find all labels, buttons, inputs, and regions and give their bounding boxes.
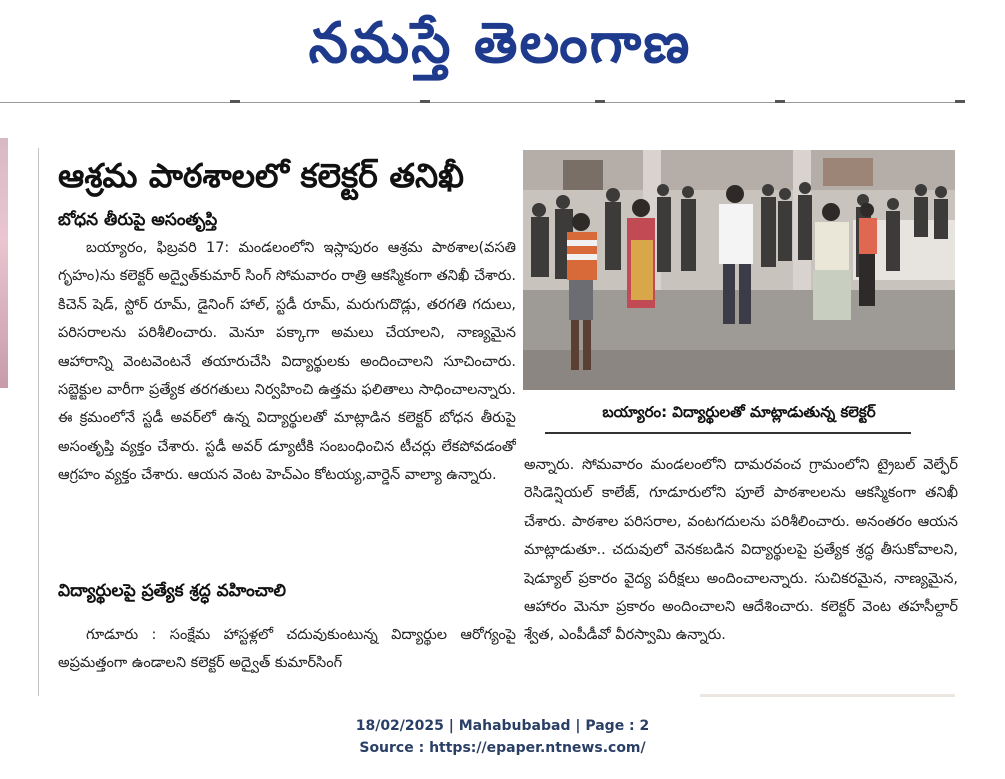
masthead <box>0 0 1005 88</box>
adjacent-article-text-fragment <box>0 530 12 690</box>
column-divider <box>38 148 39 696</box>
footer-date-edition-page: 18/02/2025 | Mahabubabad | Page : 2 <box>355 718 650 734</box>
caption-underline <box>545 432 911 434</box>
photo-illustration <box>523 150 955 390</box>
article-headline: ఆశ్రమ పాఠశాలలో కలెక్టర్ తనిఖీ <box>58 156 465 195</box>
top-ticks <box>230 100 970 104</box>
article-photo <box>523 150 955 390</box>
photo-caption: బయ్యారం: విద్యార్థులతో మాట్లాడుతున్న కలెక్టర్ <box>602 403 876 421</box>
adjacent-article-photo-fragment <box>0 138 8 388</box>
adjacent-article-text-fragment-right <box>996 110 1005 700</box>
article-subhead: బోధన తీరుపై అసంతృప్తి <box>58 210 218 230</box>
page-footer <box>0 715 1005 765</box>
article-paragraph-continued: అన్నారు. సోమవారం మండలంలోని దామరవంచ గ్రామంలోని ట్రైబల్ వెల్ఫేర్ రెసిడెన్షియల్ కాలేజ్, గూడూరులోని పూలే పాఠశాలలను ఆకస్మికంగా తనిఖీ చేశారు. పాఠశాల పరిసరాల, వంటగదులను పరిశీలించారు. అనంతరం ఆయన మాట్లాడుతూ.. చదువులో వెనకబడిన విద్యార్థులపై ప్రత్యేక శ్రద్ధ తీసుకోవాలని, షెడ్యూల్ ప్రకారం వైద్య పరీక్షలు అందించాలన్నారు. సుచికరమైన, నాణ్యమైన, ఆహారం మెనూ ప్రకారం అందించాలని ఆదేశించారు. కలెక్టర్ వెంట తహసీల్దార్ శ్వేత, ఎంపీడీవో వీరస్వామి ఉన్నారు. <box>524 457 958 644</box>
newspaper-logo: నమస్తే తెలంగాణ <box>308 11 692 76</box>
article-subhead-second: విద్యార్థులపై ప్రత్యేక శ్రద్ధ వహించాలి <box>58 581 286 601</box>
footer-source: Source : https://epaper.ntnews.com/ <box>359 740 646 756</box>
article-paragraph: బయ్యారం, ఫిబ్రవరి 17: మండలంలోని ఇస్లాపురం ఆశ్రమ పాఠశాల(వసతి గృహం)ను కలెక్టర్ అద్వైత్‌కుమార్ సింగ్ సోమవారం రాత్రి ఆకస్మికంగా తనిఖీ చేశారు. కిచెన్ షెడ్, స్టోర్ రూమ్, డైనింగ్ హాల్, స్టడీ రూమ్, మరుగుదొడ్లు, తరగతి గదులు, పరిసరాలను పరిశీలించారు. మెనూ పక్కాగా అమలు చేయాలని, నాణ్యమైన ఆహారాన్ని వెంటవెంటనే తయారుచేసి విద్యార్థులకు అందించాలని సూచించారు. సబ్జెక్టుల వారీగా ప్రత్యేక తరగతులు నిర్వహించి ఉత్తమ ఫలితాలు సాధించాలన్నారు. ఈ క్రమంలోనే స్టడీ అవర్‌లో ఉన్న విద్యార్థులతో మాట్లాడిన కలెక్టర్ బోధన తీరుపై అసంతృప్తి వ్యక్తం చేశారు. స్టడీ అవర్ డ్యూటీకి సంబంధించిన టీచర్లు లేకపోవడంతో ఆగ్రహం వ్యక్తం చేశారు. ఆయన వెంట హెచ్‌ఎం కోటయ్య,వార్డెన్ వాల్యా ఉన్నారు. <box>58 240 516 484</box>
article-paragraph-second: గూడూరు : సంక్షేమ హాస్టళ్లలో చదువుకుంటున్న విద్యార్థుల ఆరోగ్యంపై అప్రమత్తంగా ఉండాలని కలెక్టర్ అద్వైత్ కుమార్‌సింగ్ <box>58 627 516 672</box>
bottom-rule <box>700 694 955 697</box>
